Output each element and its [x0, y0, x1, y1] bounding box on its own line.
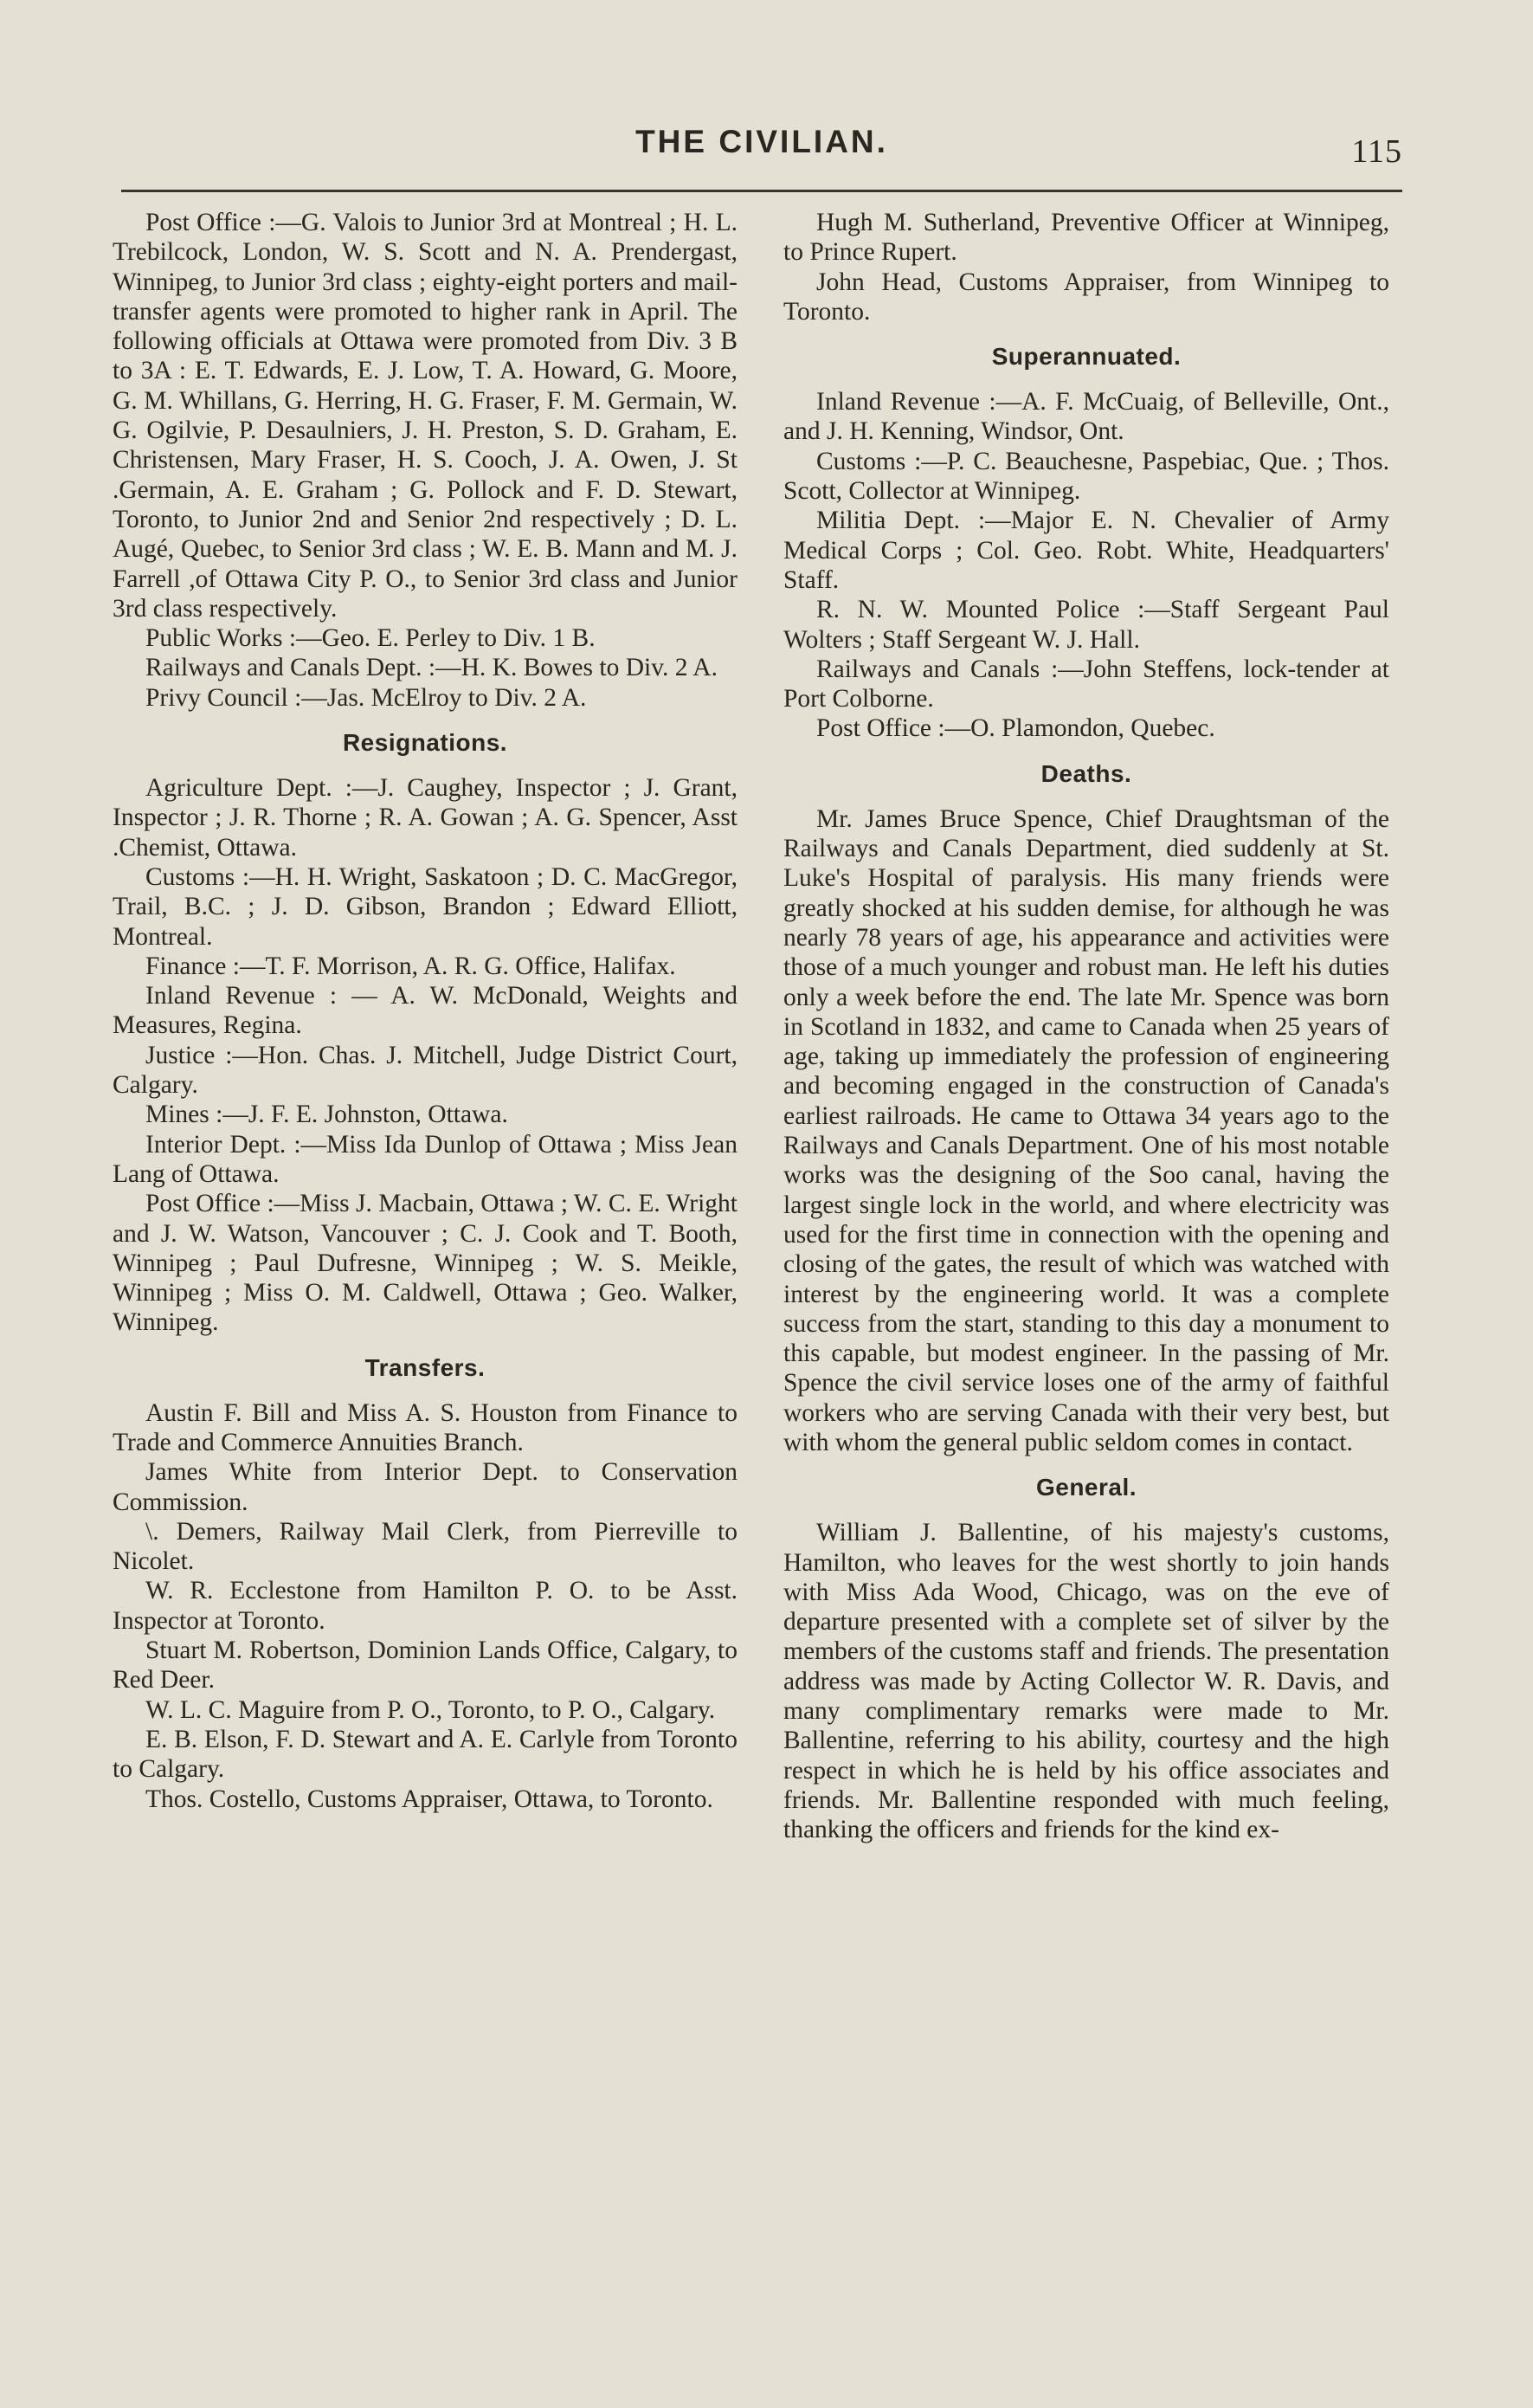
paragraph: Post Office :—O. Plamondon, Quebec.: [816, 714, 1215, 743]
journal-title: THE CIVILIAN.: [635, 124, 888, 159]
left-column: [113, 208, 738, 1814]
paragraph: Militia Dept. :—Major E. N. Chevalier of Army Medical Corps ; Col. Geo. Robt. White, Headquarters' Staff.: [783, 507, 1389, 594]
paragraph: Railways and Canals :—John Steffens, lock-tender at Port Colborne.: [783, 655, 1389, 713]
paragraph: Thos. Costello, Customs Appraiser, Ottawa, to Toronto.: [145, 1785, 713, 1813]
paragraph: W. L. C. Maguire from P. O., Toronto, to P. O., Calgary.: [145, 1695, 716, 1724]
paragraph: Inland Revenue :—A. F. McCuaig, of Belleville, Ont., and J. H. Kenning, Windsor, Ont.: [783, 388, 1389, 446]
paragraph: R. N. W. Mounted Police :—Staff Sergeant Paul Wolters ; Staff Sergeant W. J. Hall.: [783, 596, 1389, 654]
paragraph: Customs :—P. C. Beauchesne, Paspebiac, Que. ; Thos. Scott, Collector at Winnipeg.: [783, 447, 1389, 506]
right-column: [783, 208, 1389, 1845]
paragraph: Railways and Canals Dept. :—H. K. Bowes to Div. 2 A.: [145, 654, 718, 682]
paragraph: W. R. Ecclestone from Hamilton P. O. to be Asst. Inspector at Toronto.: [113, 1577, 738, 1635]
paragraph: Justice :—Hon. Chas. J. Mitchell, Judge District Court, Calgary.: [113, 1041, 738, 1100]
page-header: [121, 124, 1402, 169]
header-rule: [121, 190, 1402, 192]
paragraph: Austin F. Bill and Miss A. S. Houston from Finance to Trade and Commerce Annuities Branch.: [113, 1398, 738, 1456]
section-heading-transfers: Transfers.: [364, 1353, 486, 1381]
paragraph: Customs :—H. H. Wright, Saskatoon ; D. C. MacGregor, Trail, B.C. ; J. D. Gibson, Brandon ; Edward Elliott, Montreal.: [113, 862, 738, 951]
paragraph: Post Office :—Miss J. Macbain, Ottawa ; W. C. E. Wright and J. W. Watson, Vancouver ; C. J. Cook and T. Booth, Winnipeg ; Paul Dufresne, Winnipeg ; W. S. Meikle, Winnipeg ; Miss O. M. Caldwell, Ottawa ; Geo. Walker, Winnipeg.: [113, 1190, 738, 1337]
section-heading-general: General.: [1035, 1474, 1137, 1501]
paragraph: \. Demers, Railway Mail Clerk, from Pierreville to Nicolet.: [113, 1517, 738, 1576]
paragraph: William J. Ballentine, of his majesty's customs, Hamilton, who leaves for the west shortly to join hands with Miss Ada Wood, Chicago, was on the eve of departure presented with a complete set of silver by the members of the customs staff and friends. The presentation address was made by Acting Collector W. R. Davis, and many complimentary remarks were made to Mr. Ballentine, referring to his ability, courtesy and the high respect in which he is held by his office associates and friends. Mr. Ballentine responded with much feeling, thanking the officers and friends for the kind ex-: [783, 1519, 1389, 1844]
paragraph: Finance :—T. F. Morrison, A. R. G. Office, Halifax.: [145, 952, 676, 980]
paragraph: Interior Dept. :—Miss Ida Dunlop of Ottawa ; Miss Jean Lang of Ottawa.: [113, 1130, 738, 1188]
paragraph: Stuart M. Robertson, Dominion Lands Office, Calgary, to Red Deer.: [113, 1637, 738, 1695]
page-number: 115: [1351, 133, 1402, 170]
paragraph: John Head, Customs Appraiser, from Winnipeg to Toronto.: [783, 268, 1389, 326]
paragraph: Post Office :—G. Valois to Junior 3rd at Montreal ; H. L. Trebilcock, London, W. S. Scott and N. A. Prendergast, Winnipeg, to Junior 3rd class ; eighty-eight porters and mail-transfer agents were promoted to higher rank in April. The following officials at Ottawa were promoted from Div. 3 B to 3A : E. T. Edwards, E. J. Low, T. A. Howard, G. Moore, G. M. Whillans, G. Herring, H. G. Fraser, F. M. Germain, W. G. Ogilvie, P. Desaulniers, J. H. Preston, S. D. Graham, E. Christensen, Mary Fraser, H. S. Cooch, J. A. Owen, J. St .Germain, A. E. Graham ; G. Pollock and F. D. Stewart, Toronto, to Junior 2nd and Senior 2nd respectively ; D. L. Augé, Quebec, to Senior 3rd class ; W. E. B. Mann and M. J. Farrell ,of Ottawa City P. O., to Senior 3rd class and Junior 3rd class respectively.: [113, 209, 738, 623]
paragraph: E. B. Elson, F. D. Stewart and A. E. Carlyle from Toronto to Calgary.: [113, 1725, 738, 1784]
paragraph: Hugh M. Sutherland, Preventive Officer at Winnipeg, to Prince Rupert.: [783, 209, 1389, 267]
paragraph: Public Works :—Geo. E. Perley to Div. 1 B.: [145, 624, 596, 653]
section-heading-deaths: Deaths.: [1040, 759, 1132, 787]
paragraph: Privy Council :—Jas. McElroy to Div. 2 A.: [145, 683, 587, 712]
paragraph: Mines :—J. F. E. Johnston, Ottawa.: [145, 1101, 508, 1129]
paragraph: Inland Revenue : — A. W. McDonald, Weights and Measures, Regina.: [113, 982, 738, 1040]
section-heading-superannuated: Superannuated.: [991, 343, 1182, 371]
paragraph: Mr. James Bruce Spence, Chief Draughtsman of the Railways and Canals Department, died suddenly at St. Luke's Hospital of paralysis. His many friends were greatly shocked at his sudden demise, for although he was nearly 78 years of age, his appearance and activities were those of a much younger and robust man. He left his duties only a week before the end. The late Mr. Spence was born in Scotland in 1832, and came to Canada when 25 years of age, taking up immediately the profession of engineering and becoming engaged in the construction of Canada's earliest railroads. He came to Ottawa 34 years ago to the Railways and Canals Department. One of his most notable works was the designing of the Soo canal, having the largest single lock in the world, and where electricity was used for the first time in connection with the opening and closing of the gates, the result of which was watched with interest by the engineering world. It was a complete success from the start, standing to this day a monument to this capable, but modest engineer. In the passing of Mr. Spence the civil service loses one of the army of faithful workers who are serving Canada with their very best, but with whom the general public seldom comes in contact.: [783, 804, 1389, 1456]
section-heading-resignations: Resignations.: [342, 729, 508, 757]
paragraph: Agriculture Dept. :—J. Caughey, Inspector ; J. Grant, Inspector ; J. R. Thorne ; R. A. Gowan ; A. G. Spencer, Asst .Chemist, Ottawa.: [113, 774, 738, 862]
paragraph: James White from Interior Dept. to Conservation Commission.: [113, 1458, 738, 1516]
